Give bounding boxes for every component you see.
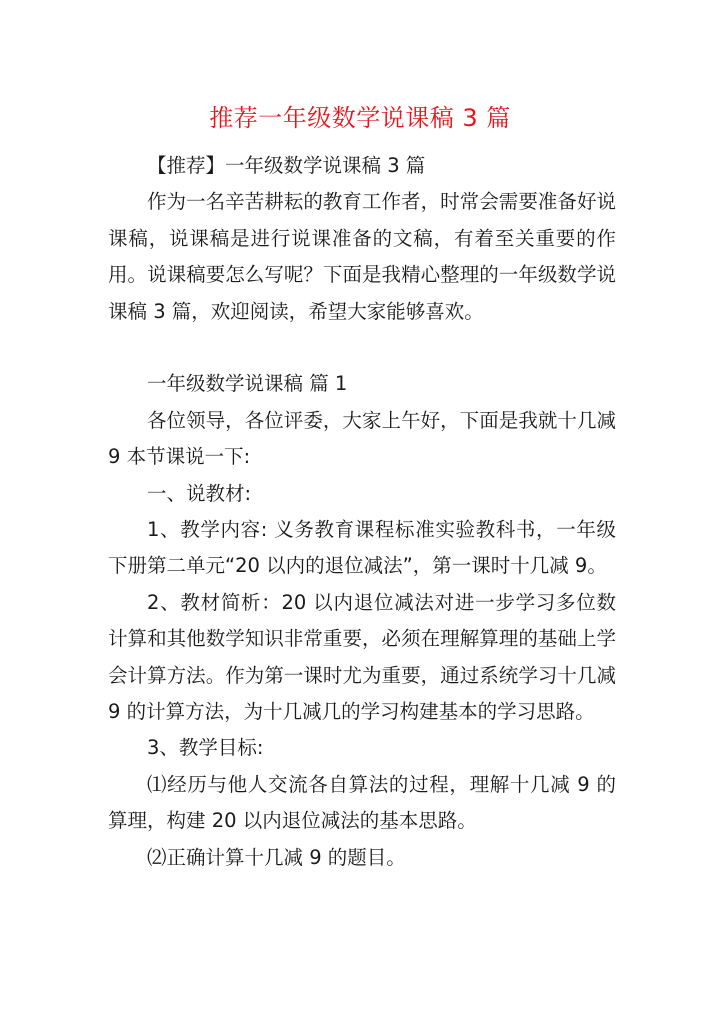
intro-paragraph: 作为一名辛苦耕耘的教育工作者，时常会需要准备好说课稿，说课稿是进行说课准备的文稿，有着至关重要的作用。说课稿要怎么写呢？下面是我精心整理的一年级数学说课稿 3 篇，欢迎阅读，希望大家能够喜欢。	[108, 190, 616, 323]
document-title: 推荐一年级数学说课稿 3 篇	[209, 104, 511, 132]
teaching-goals-heading: 3、教学目标:	[147, 736, 264, 760]
teaching-content-paragraph: 1、教学内容: 义务教育课程标准实验教科书，一年级下册第二单元“20 以内的退位减法”，第一课时十几减 9。	[108, 518, 616, 578]
section-heading: 一年级数学说课稿 篇 1	[147, 372, 348, 396]
intro-heading: 【推荐】一年级数学说课稿 3 篇	[147, 154, 426, 177]
textbook-analysis-paragraph: 2、教材简析：20 以内退位减法对进一步学习多位数计算和其他数学知识非常重要，必须在理解算理的基础上学会计算方法。作为第一课时尤为重要，通过系统学习十几减 9 的计算方法，为十几减几的学习构建基本的学习思路。	[108, 590, 616, 724]
subsection-heading: 一、说教材:	[147, 481, 252, 505]
goal-item-1: ⑴经历与他人交流各自算法的过程，理解十几减 9 的算理，构建 20 以内退位减法的基本思路。	[108, 772, 616, 833]
document-body	[108, 148, 616, 876]
goal-item-2: ⑵正确计算十几减 9 的题目。	[147, 845, 406, 869]
greeting-paragraph: 各位领导，各位评委，大家上午好，下面是我就十几减 9 本节课说一下:	[108, 408, 616, 469]
blank-line	[108, 330, 616, 366]
